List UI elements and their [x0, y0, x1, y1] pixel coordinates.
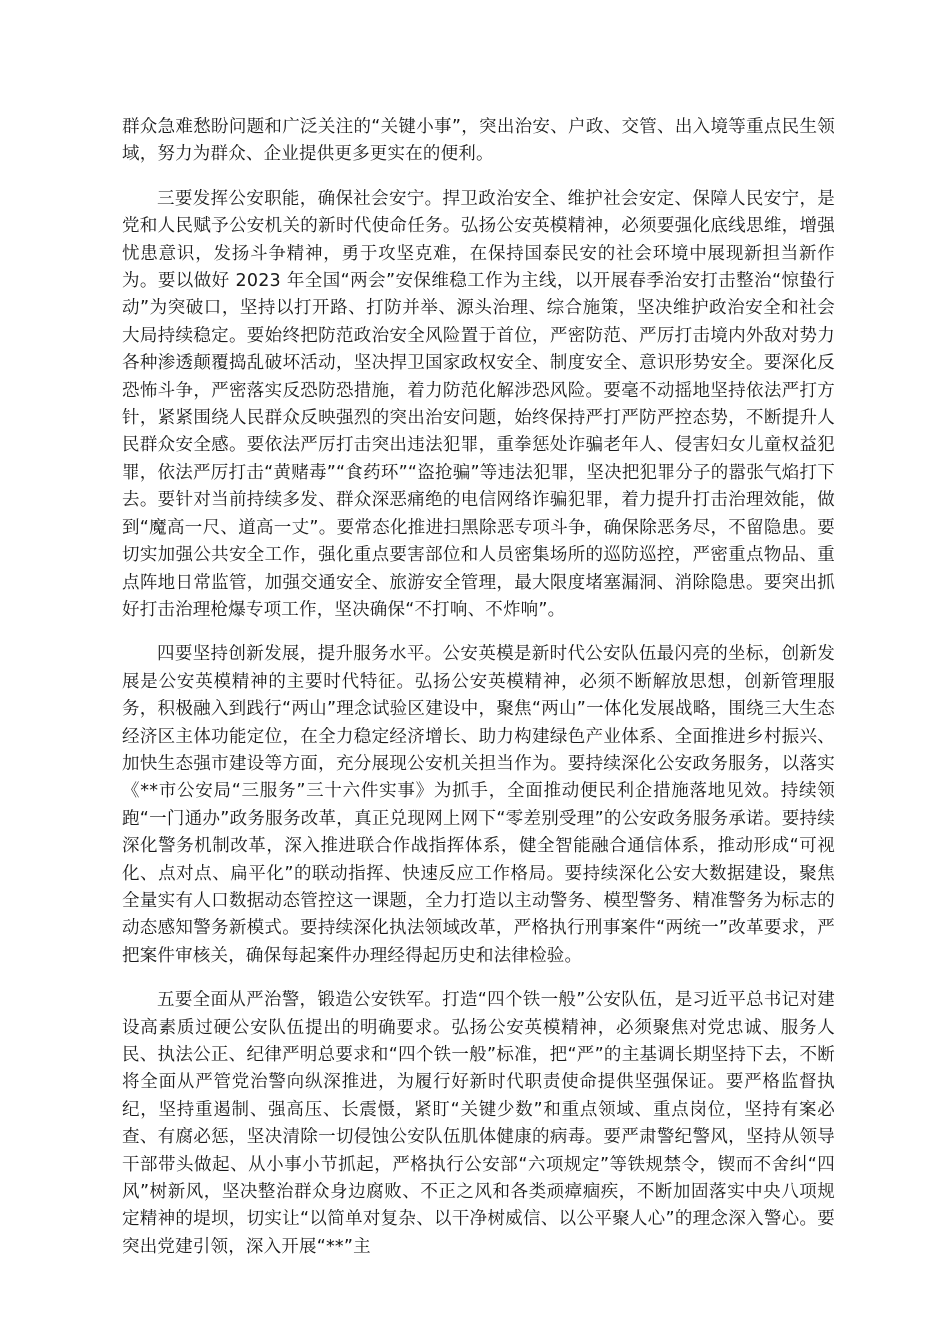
paragraph-continuation: 群众急难愁盼问题和广泛关注的“关键小事”，突出治安、户政、交管、出入境等重点民生领域，努力为群众、企业提供更多更实在的便利。	[122, 117, 835, 165]
paragraph-section-three: 三要发挥公安职能，确保社会安宁。捍卫政治安全、维护社会安定、保障人民安宁，是党和人民赋予公安机关的新时代使命任务。弘扬公安英模精神，必须要强化底线思维，增强忧患意识，发扬斗争精神，勇于攻坚克难，在保持国泰民安的社会环境中展现新担当新作为。要以做好 2023 年全国“两会”安保维稳工作为主线，以开展春季治安打击整治“惊蛰行动”为突破口，坚持以打开路、打防并举、源头治理、综合施策，坚决维护政治安全和社会大局持续稳定。要始终把防范政治安全风险置于首位，严密防范、严厉打击境内外敌对势力各种渗透颠覆捣乱破坏活动，坚决捍卫国家政权安全、制度安全、意识形势安全。要深化反恐怖斗争，严密落实反恐防恐措施，着力防范化解涉恐风险。要毫不动摇地坚持依法严打方针，紧紧围绕人民群众反映强烈的突出治安问题，始终保持严打严防严控态势，不断提升人民群众安全感。要依法严厉打击突出违法犯罪，重拳惩处诈骗老年人、侵害妇女儿童权益犯罪，依法严厉打击“黄赌毒”“食药环”“盗抢骗”等违法犯罪，坚决把犯罪分子的嚣张气焰打下去。要针对当前持续多发、群众深恶痛绝的电信网络诈骗犯罪，着力提升打击治理效能，做到“魔高一尺、道高一丈”。要常态化推进扫黑除恶专项斗争，确保除恶务尽，不留隐患。要切实加强公共安全工作，强化重点要害部位和人员密集场所的巡防巡控，严密重点物品、重点阵地日常监管，加强交通安全、旅游安全管理，最大限度堵塞漏洞、消除隐患。要突出抓好打击治理枪爆专项工作，坚决确保“不打响、不炸响”。	[122, 188, 835, 620]
document-body	[122, 114, 835, 1278]
paragraph-section-four: 四要坚持创新发展，提升服务水平。公安英模是新时代公安队伍最闪亮的坐标，创新发展是公安英模精神的主要时代特征。弘扬公安英模精神，必须不断解放思想，创新管理服务，积极融入到践行“两山”理念试验区建设中，聚焦“两山”一体化发展战略，围绕三大生态经济区主体功能定位，在全力稳定经济增长、助力构建绿色产业体系、全面推进乡村振兴、加快生态强市建设等方面，充分展现公安机关担当作为。要持续深化公安政务服务，以落实《**市公安局“三服务”三十六件实事》为抓手，全面推动便民利企措施落地见效。持续领跑“一门通办”政务服务改革，真正兑现网上网下“零差别受理”的公安政务服务承诺。要持续深化警务机制改革，深入推进联合作战指挥体系，健全智能融合通信体系，推动形成“可视化、点对点、扁平化”的联动指挥、快速反应工作格局。要持续深化公安大数据建设，聚焦全量实有人口数据动态管控这一课题，全力打造以主动警务、模型警务、精准警务为标志的动态感知警务新模式。要持续深化执法领域改革，严格执行刑事案件“两统一”改革要求，严把案件审核关，确保每起案件办理经得起历史和法律检验。	[122, 644, 835, 966]
paragraph-section-five: 五要全面从严治警，锻造公安铁军。打造“四个铁一般”公安队伍，是习近平总书记对建设高素质过硬公安队伍提出的明确要求。弘扬公安英模精神，必须聚焦对党忠诚、服务人民、执法公正、纪律严明总要求和“四个铁一般”标准，把“严”的主基调长期坚持下去，不断将全面从严管党治警向纵深推进，为履行好新时代职责使命提供坚强保证。要严格监督执纪，坚持重遏制、强高压、长震慑，紧盯“关键少数”和重点领域、重点岗位，坚持有案必查、有腐必惩，坚决清除一切侵蚀公安队伍肌体健康的病毒。要严肃警纪警风，坚持从领导干部带头做起、从小事小节抓起，严格执行公安部“六项规定”等铁规禁令，锲而不舍纠“四风”树新风，坚决整治群众身边腐败、不正之风和各类顽瘴痼疾，不断加固落实中央八项规定精神的堤坝，切实让“以简单对复杂、以干净树威信、以公平聚人心”的理念深入警心。要突出党建引领，深入开展“**”主	[122, 990, 835, 1257]
